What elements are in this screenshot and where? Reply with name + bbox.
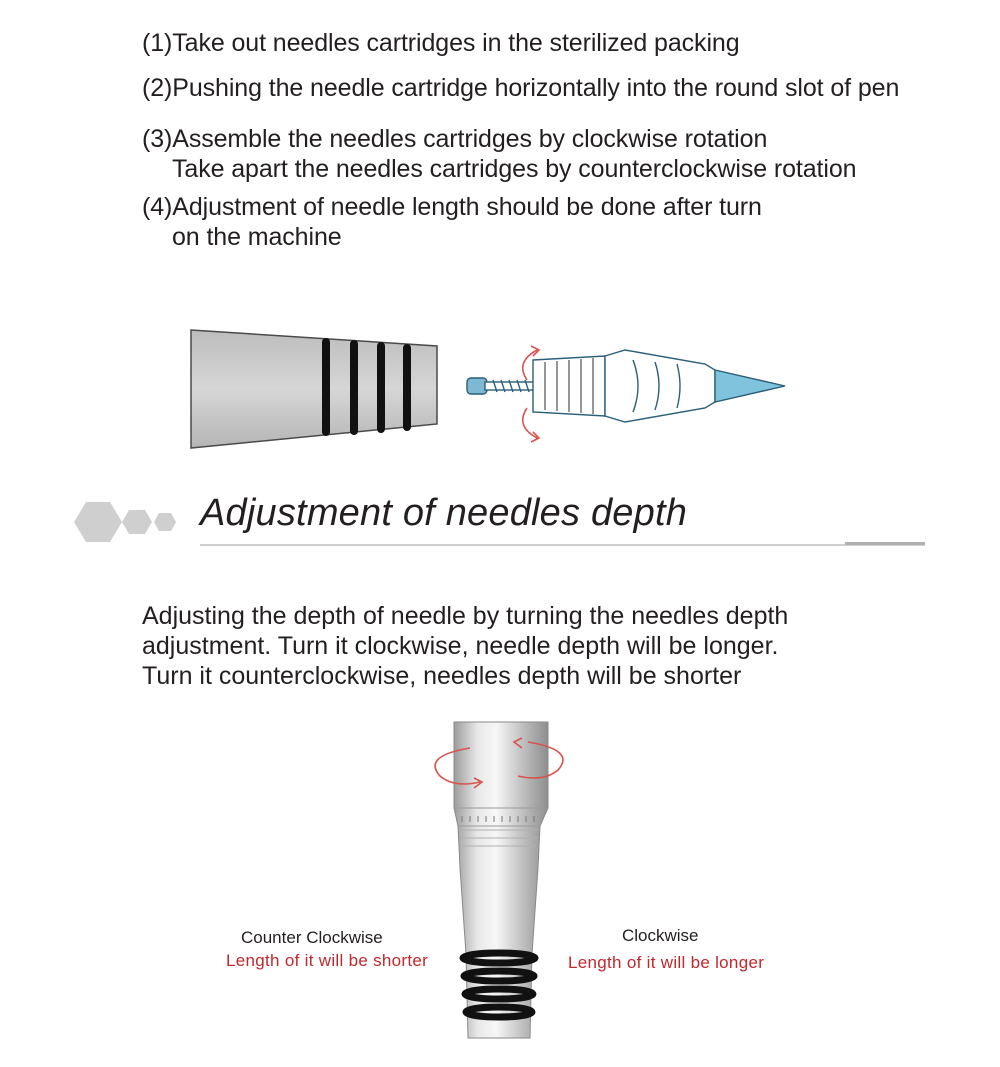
section-title: Adjustment of needles depth	[200, 492, 688, 534]
step-3-line-2: Take apart the needles cartridges by counterclockwise rotation	[172, 155, 857, 183]
step-2: (2)Pushing the needle cartridge horizontally into the round slot of pen	[142, 74, 900, 102]
needle-cartridge-icon	[467, 350, 785, 422]
description-line-2: adjustment. Turn it clockwise, needle depth will be longer.	[142, 632, 779, 660]
clockwise-note: Length of it will be longer	[568, 953, 765, 972]
counter-clockwise-note: Length of it will be shorter	[226, 951, 429, 970]
pen-depth-illustration	[410, 718, 590, 1048]
description-line-3: Turn it counterclockwise, needles depth will be shorter	[142, 662, 742, 690]
section-divider-accent	[845, 542, 925, 545]
description-line-1: Adjusting the depth of needle by turning the needles depth	[142, 602, 789, 630]
counter-clockwise-label: Counter Clockwise	[241, 928, 383, 947]
section-divider	[200, 544, 925, 546]
step-1: (1)Take out needles cartridges in the sterilized packing	[142, 29, 740, 57]
pen-grip-icon	[191, 330, 437, 448]
clockwise-label: Clockwise	[622, 926, 699, 945]
step-4-line-2: on the machine	[172, 223, 342, 251]
hexagon-decoration-icon	[66, 500, 186, 544]
step-3-line-1: (3)Assemble the needles cartridges by clockwise rotation	[142, 125, 768, 153]
cartridge-assembly-illustration	[185, 320, 805, 460]
step-4-line-1: (4)Adjustment of needle length should be done after turn	[142, 193, 762, 221]
